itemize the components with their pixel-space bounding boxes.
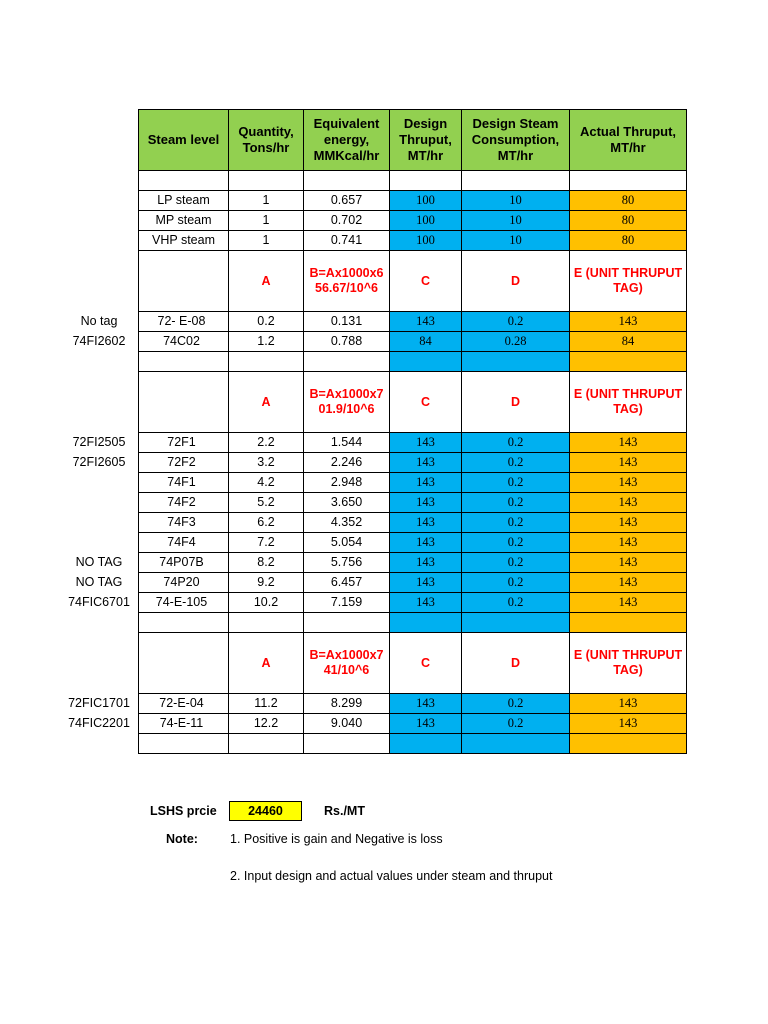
cell-design-thruput[interactable]: 143	[390, 573, 462, 593]
cell-design-thruput[interactable]: 143	[390, 533, 462, 553]
cell-empty[interactable]	[390, 734, 462, 754]
cell-empty[interactable]	[570, 171, 687, 191]
equipment-label: 74P20	[163, 574, 200, 589]
tag-label: NO TAG	[75, 554, 123, 569]
cell-empty[interactable]	[570, 613, 687, 633]
table-row	[139, 633, 687, 694]
equipment-label: 72F1	[167, 434, 196, 449]
cell-quantity[interactable]: 4.2	[229, 473, 304, 493]
formula-c[interactable]: C	[390, 633, 462, 694]
cell-energy[interactable]: 0.741	[304, 231, 390, 251]
tag-label: 74FI2602	[72, 333, 126, 348]
cell-empty[interactable]	[570, 352, 687, 372]
table-row	[139, 312, 687, 332]
cell-steam-level[interactable]: VHP steam	[139, 231, 229, 251]
cell-empty[interactable]	[304, 171, 390, 191]
cell-actual-thruput[interactable]: 80	[570, 211, 687, 231]
cell-steam-level[interactable]: MP steam	[139, 211, 229, 231]
cell-actual-thruput[interactable]: 80	[570, 191, 687, 211]
table-row	[139, 231, 687, 251]
formula-a[interactable]: A	[229, 633, 304, 694]
cell-empty[interactable]	[139, 613, 229, 633]
cell-actual-thruput[interactable]: 143	[570, 593, 687, 613]
cell-quantity[interactable]: 0.2	[229, 312, 304, 332]
cell-empty[interactable]	[304, 352, 390, 372]
cell-actual-thruput[interactable]: 143	[570, 433, 687, 453]
cell-empty[interactable]	[229, 171, 304, 191]
table-row	[139, 352, 687, 372]
cell-design-steam[interactable]: 10	[462, 231, 570, 251]
cell-design-thruput[interactable]: 100	[390, 231, 462, 251]
table-row	[139, 191, 687, 211]
cell-design-steam[interactable]: 0.2	[462, 573, 570, 593]
cell-energy[interactable]: 2.246	[304, 453, 390, 473]
cell-design-steam[interactable]: 0.2	[462, 312, 570, 332]
cell-quantity[interactable]: 7.2	[229, 533, 304, 553]
cell-empty[interactable]	[229, 734, 304, 754]
equipment-label: 72- E-08	[157, 313, 206, 328]
tag-label: 72FIC1701	[68, 695, 130, 710]
cell-energy[interactable]: 2.948	[304, 473, 390, 493]
cell-design-thruput[interactable]: 143	[390, 493, 462, 513]
table-row	[139, 473, 687, 493]
cell-quantity[interactable]: 5.2	[229, 493, 304, 513]
cell-quantity[interactable]: 12.2	[229, 714, 304, 734]
cell-quantity[interactable]: 1.2	[229, 332, 304, 352]
cell-empty[interactable]	[304, 734, 390, 754]
tag-label: NO TAG	[75, 574, 123, 589]
cell-energy[interactable]: 0.657	[304, 191, 390, 211]
cell-design-steam[interactable]: 0.2	[462, 593, 570, 613]
formula-b[interactable]: B=Ax1000x6 56.67/10^6	[304, 251, 390, 312]
equipment-label: 74C02	[163, 333, 200, 348]
equipment-label: 74-E-11	[159, 715, 204, 730]
cell-design-thruput[interactable]: 143	[390, 433, 462, 453]
cell-quantity[interactable]: 10.2	[229, 593, 304, 613]
cell-empty[interactable]	[139, 251, 229, 312]
table-row	[139, 533, 687, 553]
cell-design-steam[interactable]: 0.2	[462, 553, 570, 573]
cell-empty[interactable]	[570, 734, 687, 754]
formula-c[interactable]: C	[390, 251, 462, 312]
cell-quantity[interactable]: 2.2	[229, 433, 304, 453]
header-quantity[interactable]: Quantity, Tons/hr	[229, 110, 304, 171]
header-steam-level[interactable]: Steam level	[139, 110, 229, 171]
formula-a[interactable]: A	[229, 251, 304, 312]
cell-actual-thruput[interactable]: 143	[570, 553, 687, 573]
table-row	[139, 694, 687, 714]
steam-table	[138, 109, 687, 754]
cell-design-steam[interactable]: 0.2	[462, 493, 570, 513]
cell-design-steam[interactable]: 0.2	[462, 513, 570, 533]
equipment-label: 74F2	[167, 494, 196, 509]
equipment-label: 74P07B	[159, 554, 204, 569]
price-unit: Rs./MT	[324, 804, 365, 818]
table-row	[139, 171, 687, 191]
table-row	[139, 553, 687, 573]
formula-d[interactable]: D	[462, 372, 570, 433]
cell-actual-thruput[interactable]: 143	[570, 573, 687, 593]
formula-d[interactable]: D	[462, 633, 570, 694]
cell-actual-thruput[interactable]: 143	[570, 493, 687, 513]
cell-empty[interactable]	[390, 613, 462, 633]
cell-actual-thruput[interactable]: 143	[570, 473, 687, 493]
equipment-label: 74-E-105	[155, 594, 208, 609]
equipment-label: 72F2	[167, 454, 196, 469]
header-equivalent-energy[interactable]: Equivalent energy, MMKcal/hr	[304, 110, 390, 171]
cell-quantity[interactable]: 6.2	[229, 513, 304, 533]
cell-actual-thruput[interactable]: 143	[570, 513, 687, 533]
tag-label: 74FIC6701	[68, 594, 130, 609]
table-row	[139, 714, 687, 734]
cell-energy[interactable]: 6.457	[304, 573, 390, 593]
cell-design-steam[interactable]: 0.28	[462, 332, 570, 352]
cell-quantity[interactable]: 1	[229, 231, 304, 251]
cell-empty[interactable]	[139, 734, 229, 754]
formula-b[interactable]: B=Ax1000x7 41/10^6	[304, 633, 390, 694]
table-row	[139, 613, 687, 633]
cell-quantity[interactable]: 9.2	[229, 573, 304, 593]
table-row	[139, 513, 687, 533]
formula-e[interactable]: E (UNIT THRUPUT TAG)	[570, 251, 687, 312]
cell-design-steam[interactable]: 0.2	[462, 473, 570, 493]
table-row	[139, 211, 687, 231]
formula-c[interactable]: C	[390, 372, 462, 433]
table-row	[139, 573, 687, 593]
cell-quantity[interactable]: 1	[229, 191, 304, 211]
cell-design-steam[interactable]: 0.2	[462, 714, 570, 734]
cell-design-steam[interactable]: 0.2	[462, 433, 570, 453]
formula-d[interactable]: D	[462, 251, 570, 312]
table-row	[139, 433, 687, 453]
cell-actual-thruput[interactable]: 143	[570, 312, 687, 332]
table-row	[139, 251, 687, 312]
cell-actual-thruput[interactable]: 84	[570, 332, 687, 352]
cell-quantity[interactable]: 11.2	[229, 694, 304, 714]
cell-design-thruput[interactable]: 84	[390, 332, 462, 352]
tag-label: 72FI2605	[72, 454, 126, 469]
cell-actual-thruput[interactable]: 143	[570, 453, 687, 473]
cell-quantity[interactable]: 8.2	[229, 553, 304, 573]
table-row	[139, 593, 687, 613]
cell-design-steam[interactable]: 0.2	[462, 453, 570, 473]
cell-empty[interactable]	[462, 734, 570, 754]
cell-empty[interactable]	[462, 352, 570, 372]
cell-design-steam[interactable]: 0.2	[462, 533, 570, 553]
cell-energy[interactable]: 5.054	[304, 533, 390, 553]
cell-energy[interactable]: 0.131	[304, 312, 390, 332]
formula-e[interactable]: E (UNIT THRUPUT TAG)	[570, 372, 687, 433]
cell-actual-thruput[interactable]: 143	[570, 714, 687, 734]
cell-actual-thruput[interactable]: 143	[570, 533, 687, 553]
cell-energy[interactable]: 0.702	[304, 211, 390, 231]
cell-empty[interactable]	[139, 633, 229, 694]
table-row	[139, 110, 687, 171]
cell-design-thruput[interactable]: 143	[390, 513, 462, 533]
cell-empty[interactable]	[139, 372, 229, 433]
table-row	[139, 734, 687, 754]
lshs-price-label: LSHS prcie	[150, 804, 217, 818]
cell-design-thruput[interactable]: 143	[390, 694, 462, 714]
equipment-label: 74F3	[167, 514, 196, 529]
cell-design-thruput[interactable]: 143	[390, 473, 462, 493]
cell-energy[interactable]: 0.788	[304, 332, 390, 352]
cell-energy[interactable]: 5.756	[304, 553, 390, 573]
cell-quantity[interactable]: 1	[229, 211, 304, 231]
cell-design-steam[interactable]: 0.2	[462, 694, 570, 714]
cell-design-thruput[interactable]: 100	[390, 211, 462, 231]
cell-empty[interactable]	[304, 613, 390, 633]
cell-empty[interactable]	[139, 352, 229, 372]
note-label: Note:	[166, 832, 198, 846]
cell-empty[interactable]	[229, 352, 304, 372]
cell-energy[interactable]: 7.159	[304, 593, 390, 613]
header-design-steam[interactable]: Design Steam Consumption, MT/hr	[462, 110, 570, 171]
cell-empty[interactable]	[229, 613, 304, 633]
cell-actual-thruput[interactable]: 143	[570, 694, 687, 714]
table-row	[139, 493, 687, 513]
cell-empty[interactable]	[390, 352, 462, 372]
cell-design-thruput[interactable]: 100	[390, 191, 462, 211]
equipment-label: 72-E-04	[159, 695, 204, 710]
cell-empty[interactable]	[462, 613, 570, 633]
equipment-label: 74F4	[167, 534, 196, 549]
cell-design-steam[interactable]: 10	[462, 191, 570, 211]
cell-design-thruput[interactable]: 143	[390, 312, 462, 332]
cell-empty[interactable]	[139, 171, 229, 191]
header-actual-thruput[interactable]: Actual Thruput, MT/hr	[570, 110, 687, 171]
cell-empty[interactable]	[462, 171, 570, 191]
note-1: 1. Positive is gain and Negative is loss	[230, 832, 443, 846]
cell-energy[interactable]: 4.352	[304, 513, 390, 533]
cell-design-thruput[interactable]: 143	[390, 453, 462, 473]
cell-actual-thruput[interactable]: 80	[570, 231, 687, 251]
cell-steam-level[interactable]: LP steam	[139, 191, 229, 211]
formula-b[interactable]: B=Ax1000x7 01.9/10^6	[304, 372, 390, 433]
note-2: 2. Input design and actual values under steam and thruput	[230, 869, 553, 883]
formula-a[interactable]: A	[229, 372, 304, 433]
table-row	[139, 372, 687, 433]
cell-design-thruput[interactable]: 143	[390, 593, 462, 613]
tag-label: No tag	[80, 313, 118, 328]
cell-quantity[interactable]: 3.2	[229, 453, 304, 473]
cell-energy[interactable]: 1.544	[304, 433, 390, 453]
lshs-price-value[interactable]: 24460	[229, 801, 302, 821]
table-row	[139, 453, 687, 473]
cell-design-thruput[interactable]: 143	[390, 714, 462, 734]
equipment-label: 74F1	[167, 474, 196, 489]
cell-energy[interactable]: 9.040	[304, 714, 390, 734]
tag-label: 74FIC2201	[68, 715, 130, 730]
cell-energy[interactable]: 3.650	[304, 493, 390, 513]
table-row	[139, 332, 687, 352]
formula-e[interactable]: E (UNIT THRUPUT TAG)	[570, 633, 687, 694]
cell-energy[interactable]: 8.299	[304, 694, 390, 714]
cell-design-steam[interactable]: 10	[462, 211, 570, 231]
tag-label: 72FI2505	[72, 434, 126, 449]
cell-empty[interactable]	[390, 171, 462, 191]
header-design-thruput[interactable]: Design Thruput, MT/hr	[390, 110, 462, 171]
cell-design-thruput[interactable]: 143	[390, 553, 462, 573]
